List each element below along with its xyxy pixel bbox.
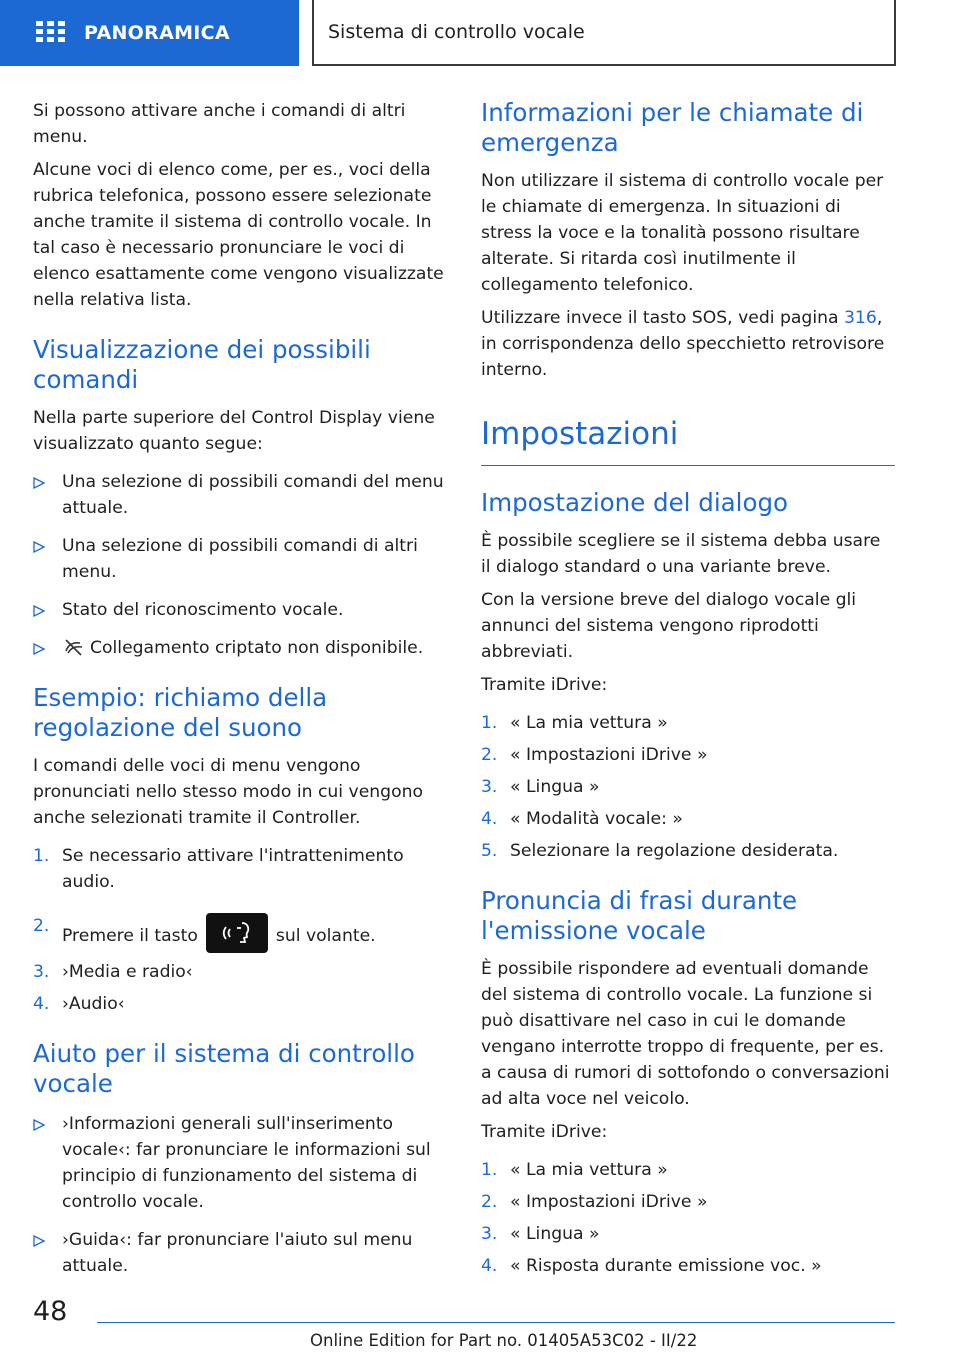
list-item — [33, 533, 447, 585]
list-item-text: « Lingua » — [510, 777, 600, 797]
paragraph: Con la versione breve del dialogo vocale gli annunci del sistema vengono riprodotti abbreviati. — [481, 590, 857, 662]
triangle-bullet-icon — [33, 541, 45, 553]
list-item — [481, 742, 895, 768]
list-item — [33, 469, 447, 521]
step-number: 1. — [481, 713, 498, 733]
paragraph: È possibile rispondere ad eventuali domande del sistema di controllo vocale. La funzione si può disattivare nel caso in cui le domande vengano interrotte troppo di frequente, per es. a causa di rumori di sottofondo o conversazioni ad alta voce nel veicolo. — [481, 959, 890, 1109]
chapter-header — [312, 0, 896, 66]
list-item-text: « Lingua » — [510, 1224, 600, 1244]
voice-control-icon — [220, 919, 254, 947]
list-item — [33, 635, 447, 661]
encryption-unavailable-icon — [62, 638, 86, 656]
list-item-text: « La mia vettura » — [510, 1160, 668, 1180]
list-item-text: « Impostazioni iDrive » — [510, 745, 708, 765]
left-column — [33, 98, 447, 1291]
list-item — [481, 710, 895, 736]
list-item-text: « Risposta durante emissione voc. » — [510, 1256, 822, 1276]
paragraph-text: , in corrispondenza dello specchietto retrovisore interno. — [481, 308, 885, 380]
section-heading-pronuncia: Pronuncia di frasi durante l'emissione vocale — [481, 886, 798, 945]
footer-divider — [97, 1322, 895, 1323]
step-number: 3. — [481, 777, 498, 797]
step-number: 1. — [481, 1160, 498, 1180]
list-item-text: ›Guida‹: far pronunciare l'aiuto sul menu attuale. — [62, 1230, 413, 1276]
paragraph: Non utilizzare il sistema di controllo vocale per le chiamate di emergenza. In situazioni di stress la voce e la tonalità possono risultare alterate. Si ritarda così inutilmente il collegamento telefonico. — [481, 171, 884, 295]
page-link[interactable]: 316 — [844, 308, 877, 328]
list-item-text: Una selezione di possibili comandi del menu attuale. — [62, 472, 444, 518]
numbered-list — [481, 710, 895, 864]
numbered-list — [33, 843, 447, 1017]
paragraph: Tramite iDrive: — [481, 1122, 608, 1142]
step-number: 4. — [481, 809, 498, 829]
section-heading-aiuto: Aiuto per il sistema di controllo vocale — [33, 1039, 415, 1098]
list-item-text: Collegamento criptato non disponibile. — [90, 638, 424, 658]
list-item — [481, 838, 895, 864]
paragraph-text: Utilizzare invece il tasto SOS, vedi pagina — [481, 308, 839, 328]
right-column — [481, 98, 895, 1285]
edition-footer: Online Edition for Part no. 01405A53C02 - II/22 — [310, 1331, 698, 1350]
list-item-text: Una selezione di possibili comandi di altri menu. — [62, 536, 418, 582]
list-item — [481, 1253, 895, 1279]
section-heading-dialogo: Impostazione del dialogo — [481, 488, 788, 517]
step-number: 4. — [481, 1256, 498, 1276]
paragraph: Si possono attivare anche i comandi di altri menu. — [33, 101, 406, 147]
list-item — [33, 597, 447, 623]
step-number: 2. — [481, 1192, 498, 1212]
bullet-list — [33, 1111, 447, 1279]
list-item — [481, 806, 895, 832]
section-heading-emergenza: Informazioni per le chiamate di emergenza — [481, 98, 864, 157]
list-item — [481, 1157, 895, 1183]
list-item — [33, 991, 447, 1017]
list-item-text: ›Informazioni generali sull'inserimento vocale‹: far pronunciare le informazioni sul principio di funzionamento del sistema di controllo vocale. — [62, 1114, 431, 1212]
step-number: 5. — [481, 841, 498, 861]
paragraph: Alcune voci di elenco come, per es., voci della rubrica telefonica, possono essere selezionate anche tramite il sistema di controllo vocale. In tal caso è necessario pronunciare le voci di elenco esattamente come vengono visualizzate nella relativa lista. — [33, 160, 444, 310]
list-item-text: « La mia vettura » — [510, 713, 668, 733]
list-item — [33, 1111, 447, 1215]
triangle-bullet-icon — [33, 1119, 45, 1131]
chapter-title: Sistema di controllo vocale — [328, 21, 585, 43]
step-number: 2. — [481, 745, 498, 765]
paragraph — [481, 305, 895, 383]
list-item-text: ›Audio‹ — [62, 994, 125, 1014]
step-number: 3. — [481, 1224, 498, 1244]
paragraph: Nella parte superiore del Control Display viene visualizzato quanto segue: — [33, 408, 435, 454]
chapter-heading-impostazioni: Impostazioni — [481, 415, 895, 466]
list-item — [481, 1221, 895, 1247]
list-item-text: ›Media e radio‹ — [62, 962, 193, 982]
list-item-text: « Modalità vocale: » — [510, 809, 683, 829]
section-heading-visualizzazione: Visualizzazione dei possibili comandi — [33, 335, 371, 394]
step-number: 4. — [33, 994, 50, 1014]
section-heading-esempio: Esempio: richiamo della regolazione del suono — [33, 683, 328, 742]
list-item — [33, 913, 447, 953]
list-item-text: sul volante. — [275, 926, 376, 946]
list-item — [33, 1227, 447, 1279]
list-item-text: « Impostazioni iDrive » — [510, 1192, 708, 1212]
overview-nav-button[interactable] — [0, 0, 299, 66]
triangle-bullet-icon — [33, 477, 45, 489]
page-number: 48 — [33, 1296, 68, 1327]
bullet-list — [33, 469, 447, 661]
step-number: 3. — [33, 962, 50, 982]
paragraph: È possibile scegliere se il sistema debba usare il dialogo standard o una variante breve. — [481, 531, 881, 577]
paragraph: I comandi delle voci di menu vengono pronunciati nello stesso modo in cui vengono anche selezionati tramite il Controller. — [33, 756, 424, 828]
list-item — [481, 774, 895, 800]
triangle-bullet-icon — [33, 643, 45, 655]
paragraph: Tramite iDrive: — [481, 675, 608, 695]
grid-menu-icon — [36, 21, 66, 45]
step-number: 2. — [33, 916, 50, 936]
list-item-text: Selezionare la regolazione desiderata. — [510, 841, 839, 861]
triangle-bullet-icon — [33, 1235, 45, 1247]
list-item — [33, 959, 447, 985]
triangle-bullet-icon — [33, 605, 45, 617]
step-number: 1. — [33, 846, 50, 866]
list-item — [33, 843, 447, 895]
list-item-text: Premere il tasto — [62, 926, 198, 946]
list-item — [481, 1189, 895, 1215]
overview-nav-label: PANORAMICA — [84, 22, 230, 44]
voice-control-button-image — [206, 913, 268, 953]
list-item-text: Se necessario attivare l'intrattenimento audio. — [62, 846, 404, 892]
numbered-list — [481, 1157, 895, 1279]
list-item-text: Stato del riconoscimento vocale. — [62, 600, 344, 620]
